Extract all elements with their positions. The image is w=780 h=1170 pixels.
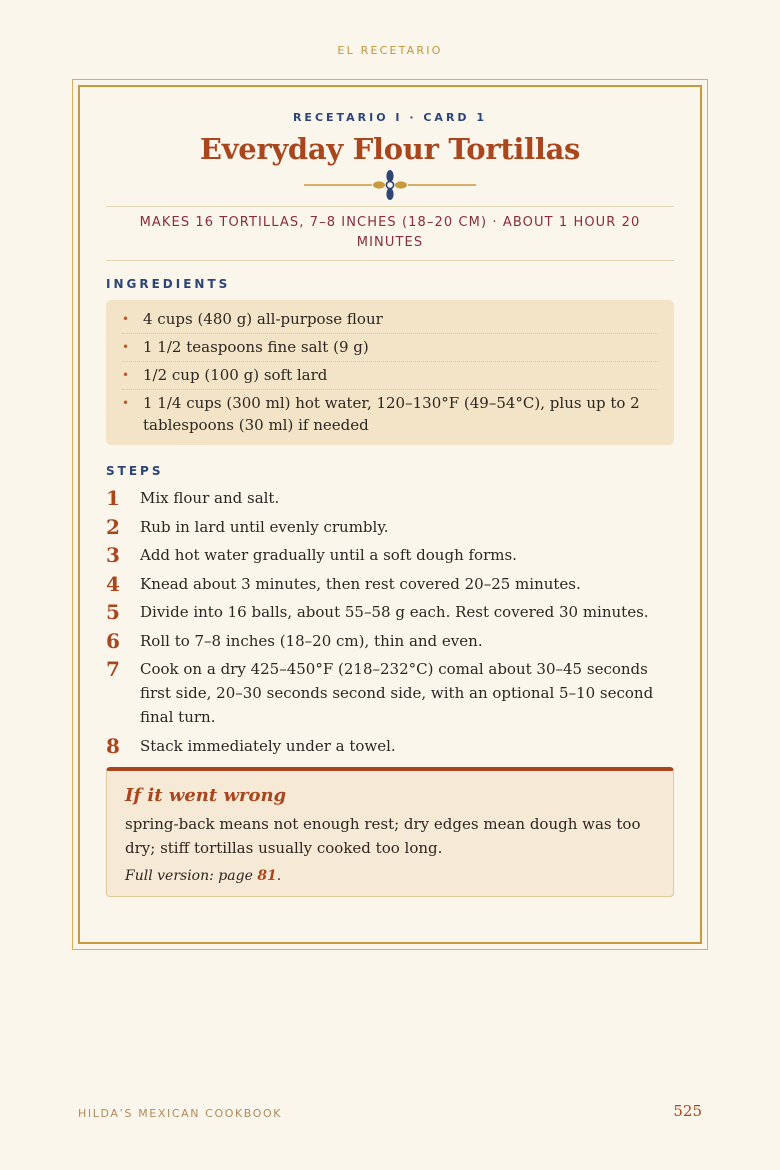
step-text: Stack immediately under a towel. <box>140 736 396 755</box>
step-text: Roll to 7–8 inches (18–20 cm), thin and even. <box>140 631 483 650</box>
bullet-icon: • <box>122 340 130 354</box>
step-text: Rub in lard until evenly crumbly. <box>140 517 389 536</box>
step-item <box>106 486 674 510</box>
ingredient-item <box>122 362 658 390</box>
callout-body: spring-back means not enough rest; dry edges mean dough was too dry; stiff tortillas usually cooked too long. <box>125 814 641 857</box>
page-reference-link[interactable]: 81 <box>257 867 277 884</box>
steps-list <box>106 486 674 758</box>
ingredient-item <box>122 390 658 439</box>
ingredient-text: 1/2 cup (100 g) soft lard <box>143 366 328 384</box>
troubleshooting-callout <box>106 767 674 897</box>
ingredient-text: 1 1/4 cups (300 ml) hot water, 120–130°F (49–54°C), plus up to 2 tablespoons (30 ml) if needed <box>143 394 640 434</box>
bullet-icon: • <box>122 396 130 410</box>
step-item <box>106 543 674 567</box>
yield-info: MAKES 16 TORTILLAS, 7–8 INCHES (18–20 CM) · ABOUT 1 HOUR 20 MINUTES <box>106 206 674 261</box>
bullet-icon: • <box>122 368 130 382</box>
footer-page-number: 525 <box>673 1102 702 1120</box>
floral-divider-ornament-icon <box>304 168 476 202</box>
footer-book-title: HILDA’S MEXICAN COOKBOOK <box>78 1107 283 1120</box>
ingredient-item <box>122 306 658 334</box>
ingredient-text: 1 1/2 teaspoons fine salt (9 g) <box>143 338 369 356</box>
step-item <box>106 657 674 729</box>
step-number: 3 <box>106 543 120 567</box>
step-text: Divide into 16 balls, about 55–58 g each. Rest covered 30 minutes. <box>140 603 649 621</box>
recipe-card <box>106 100 674 897</box>
card-kicker: RECETARIO I · CARD 1 <box>292 111 488 124</box>
step-text: Cook on a dry 425–450°F (218–232°C) comal about 30–45 seconds first side, 20–30 seconds second side, with an optional 5–10 second final turn. <box>140 660 654 726</box>
callout-ref-suffix: . <box>276 867 282 884</box>
step-item <box>106 600 674 624</box>
step-number: 4 <box>106 571 120 596</box>
running-head: EL RECETARIO <box>337 44 443 57</box>
step-item <box>106 734 674 758</box>
ingredient-text: 4 cups (480 g) all-purpose flour <box>143 310 383 328</box>
steps-heading: STEPS <box>106 464 164 478</box>
step-item <box>106 629 674 653</box>
step-text: Mix flour and salt. <box>140 489 280 507</box>
callout-page-reference <box>125 868 655 884</box>
step-number: 5 <box>106 600 120 624</box>
recipe-title: Everyday Flour Tortillas <box>199 132 581 166</box>
step-text: Knead about 3 minutes, then rest covered 20–25 minutes. <box>140 574 581 593</box>
step-item <box>106 515 674 539</box>
step-item <box>106 572 674 596</box>
step-number: 6 <box>106 628 120 653</box>
step-number: 2 <box>106 514 120 539</box>
ingredients-list <box>106 300 674 445</box>
bullet-icon: • <box>122 312 130 326</box>
ingredient-item <box>122 334 658 362</box>
callout-title: If it went wrong <box>125 784 287 806</box>
callout-ref-prefix: Full version: page <box>125 867 258 884</box>
step-text: Add hot water gradually until a soft dough forms. <box>140 546 517 564</box>
step-number: 8 <box>106 733 120 758</box>
step-number: 1 <box>106 486 120 510</box>
step-number: 7 <box>106 657 120 681</box>
ingredients-heading: INGREDIENTS <box>106 277 231 291</box>
